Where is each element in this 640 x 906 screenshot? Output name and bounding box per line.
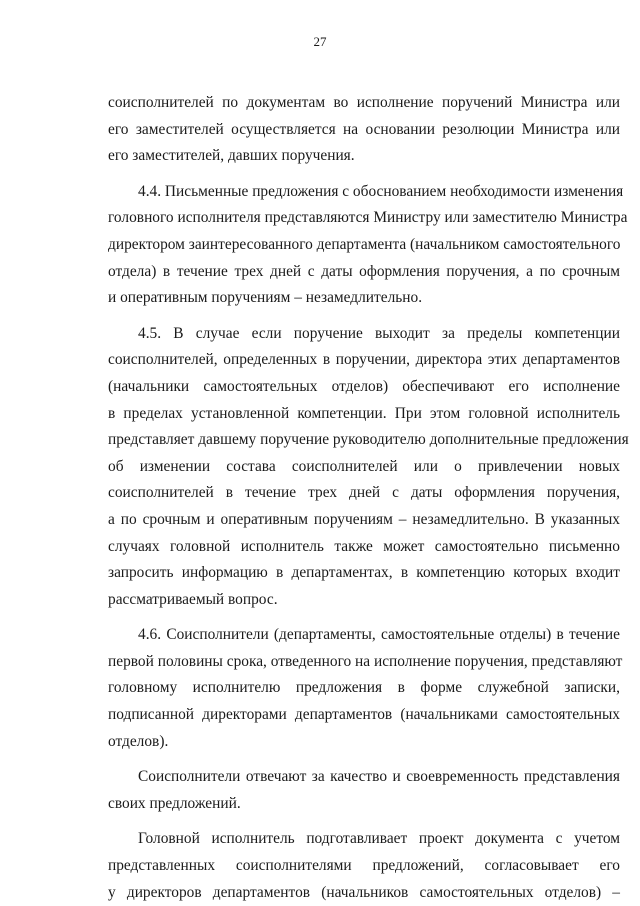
text-line: отдела) в течение трех дней с даты оформления поручения, а по срочным <box>108 262 620 280</box>
text-line: 4.6. Соисполнители (департаменты, самостоятельные отделы) в течение <box>138 626 620 644</box>
text-line: соисполнителей по документам во исполнение поручений Министра или <box>108 94 620 111</box>
text-line: его заместителей, давших поручения. <box>108 147 355 165</box>
text-line: первой половины срока, отведенного на исполнение поручения, представляют <box>108 652 623 670</box>
text-line: в пределах установленной компетенции. При этом головной исполнитель <box>108 404 620 422</box>
text-line: об изменении состава соисполнителей или о привлечении новых <box>108 457 620 475</box>
text-line: 4.4. Письменные предложения с обоснованием необходимости изменения <box>138 182 624 200</box>
text-line: а по срочным и оперативным поручениям – незамедлительно. В указанных <box>108 510 620 528</box>
paragraph-4-4 <box>108 179 628 312</box>
text-line: рассматриваемый вопрос. <box>108 590 278 608</box>
text-line: головного исполнителя представляются Министру или заместителю Министра <box>108 209 628 227</box>
text-line: директором заинтересованного департамента (начальником самостоятельного <box>108 235 621 253</box>
text-line: у директоров департаментов (начальников самостоятельных отделов) – <box>108 883 620 901</box>
text-line: случаях головной исполнитель также может самостоятельно письменно <box>108 537 620 555</box>
text-line: представляет давшему поручение руководителю дополнительные предложения <box>108 431 629 449</box>
text-line: его заместителей осуществляется на основании резолюции Министра или <box>108 120 620 138</box>
paragraph-head-executor <box>108 826 620 906</box>
text-line: Соисполнители отвечают за качество и своевременность представления <box>138 768 620 786</box>
text-line: головному исполнителю предложения в форме служебной записки, <box>108 679 620 697</box>
paragraph-responsibility <box>108 764 620 817</box>
paragraph-4-5 <box>108 321 629 614</box>
text-line: запросить информацию в департаментах, в компетенцию которых входит <box>108 564 620 582</box>
paragraph-4-6 <box>108 622 623 755</box>
text-line: своих предложений. <box>108 794 241 812</box>
text-line: отделов). <box>108 732 169 750</box>
text-line: представленных соисполнителями предложений, согласовывает его <box>108 857 620 875</box>
text-line: и оперативным поручениям – незамедлительно. <box>108 289 423 307</box>
text-line: подписанной директорами департаментов (начальниками самостоятельных <box>108 706 620 724</box>
document-body <box>108 90 629 906</box>
text-line: (начальники самостоятельных отделов) обеспечивают его исполнение <box>108 377 620 395</box>
paragraph-continuation <box>108 90 620 170</box>
text-line: Головной исполнитель подготавливает проект документа с учетом <box>138 830 620 848</box>
text-line: соисполнителей в течение трех дней с даты оформления поручения, <box>108 484 620 502</box>
text-line: соисполнителей, определенных в поручении, директора этих департаментов <box>108 351 620 369</box>
text-line: 4.5. В случае если поручение выходит за пределы компетенции <box>138 324 620 342</box>
page-number: 27 <box>313 34 327 49</box>
